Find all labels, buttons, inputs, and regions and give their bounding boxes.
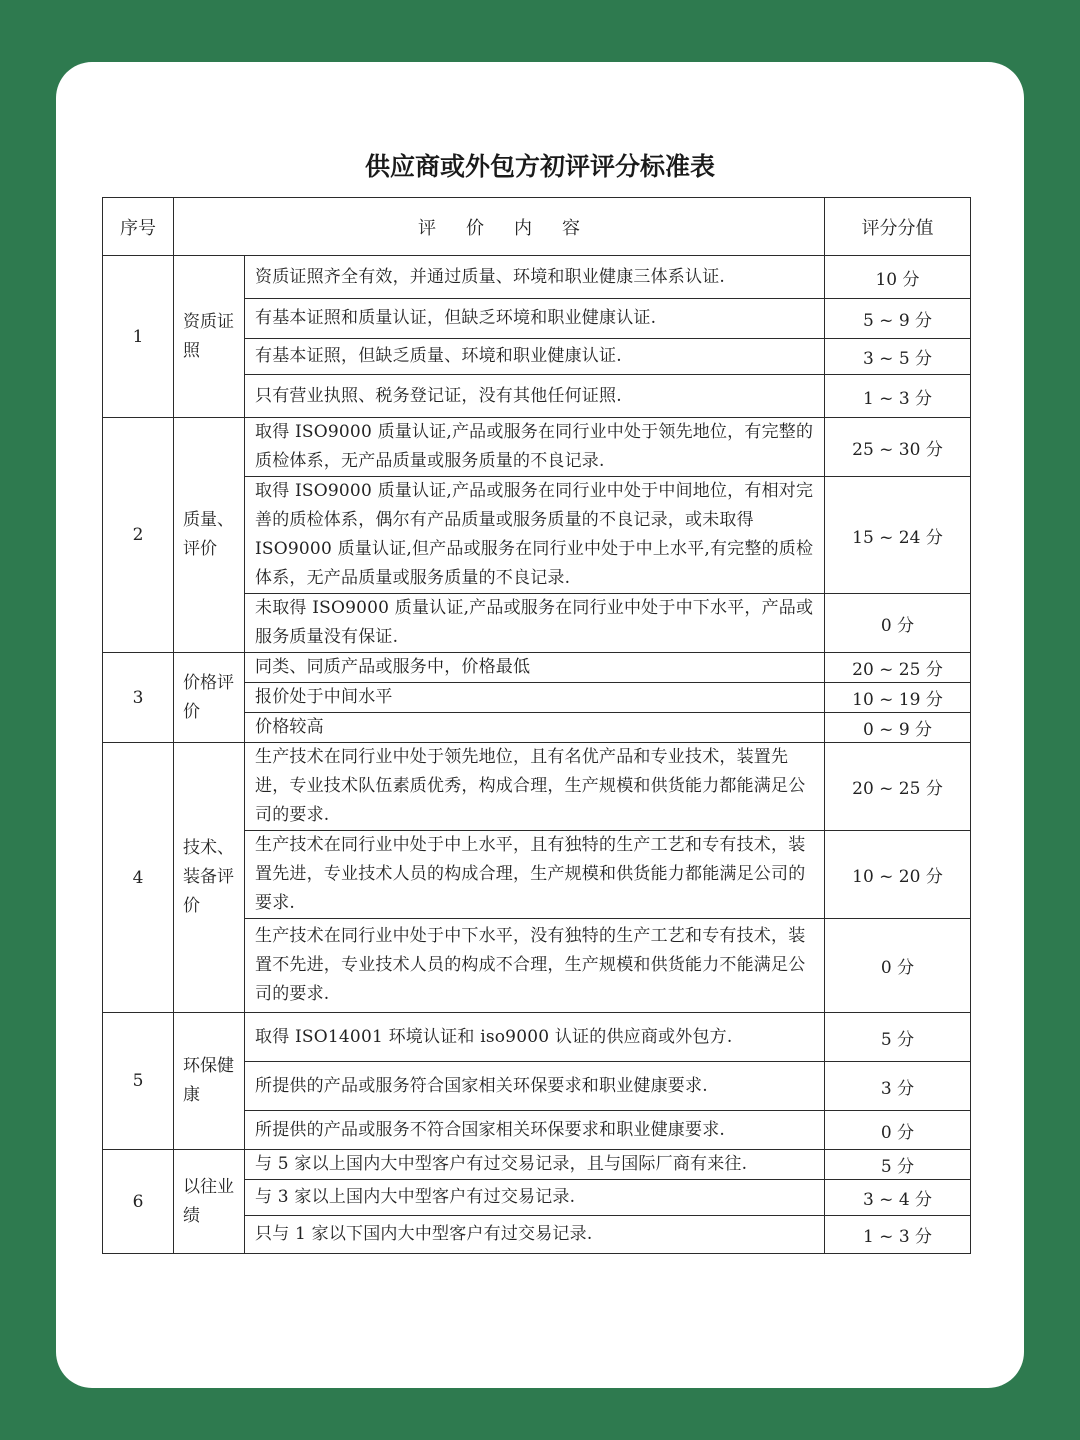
criteria-desc: 与 5 家以上国内大中型客户有过交易记录，且与国际厂商有来往.: [245, 1150, 825, 1180]
criteria-desc: 所提供的产品或服务不符合国家相关环保要求和职业健康要求.: [245, 1111, 825, 1150]
criteria-desc: 有基本证照和质量认证，但缺乏环境和职业健康认证.: [245, 299, 825, 339]
table-header-row: [103, 198, 971, 256]
group-seq: 3: [103, 653, 174, 743]
table-row: [103, 1150, 971, 1180]
criteria-score: 5 ~ 9 分: [825, 299, 971, 339]
criteria-desc: 生产技术在同行业中处于中下水平，没有独特的生产工艺和专有技术，装置不先进，专业技术人员的构成不合理，生产规模和供货能力不能满足公司的要求.: [245, 919, 825, 1013]
group-category: 以往业绩: [174, 1150, 245, 1254]
criteria-score: 10 分: [825, 256, 971, 299]
table-row: [103, 653, 971, 683]
header-content: 评价内容: [174, 198, 825, 256]
criteria-score: 25 ~ 30 分: [825, 418, 971, 477]
criteria-desc: 生产技术在同行业中处于中上水平，且有独特的生产工艺和专有技术，装置先进，专业技术人员的构成合理，生产规模和供货能力都能满足公司的要求.: [245, 831, 825, 919]
criteria-desc: 取得 ISO9000 质量认证,产品或服务在同行业中处于中间地位，有相对完善的质检体系，偶尔有产品质量或服务质量的不良记录，或未取得 ISO9000 质量认证,但产品或服务在同行业中处于中上水平,有完整的质检体系，无产品质量或服务质量的不良记录.: [245, 477, 825, 594]
page-title: 供应商或外包方初评评分标准表: [364, 152, 715, 181]
criteria-score: 0 分: [825, 919, 971, 1013]
header-score: 评分分值: [825, 198, 971, 256]
group-category: 质量、评价: [174, 418, 245, 653]
table-row: [103, 743, 971, 831]
criteria-score: 3 ~ 5 分: [825, 339, 971, 375]
group-seq: 1: [103, 256, 174, 418]
criteria-desc: 价格较高: [245, 713, 825, 743]
table-row: [103, 1013, 971, 1062]
group-category: 价格评价: [174, 653, 245, 743]
criteria-desc: 同类、同质产品或服务中，价格最低: [245, 653, 825, 683]
group-category: 资质证照: [174, 256, 245, 418]
criteria-score: 3 ~ 4 分: [825, 1180, 971, 1216]
criteria-score: 5 分: [825, 1150, 971, 1180]
group-seq: 5: [103, 1013, 174, 1150]
criteria-score: 0 分: [825, 594, 971, 653]
criteria-desc: 未取得 ISO9000 质量认证,产品或服务在同行业中处于中下水平，产品或服务质量没有保证.: [245, 594, 825, 653]
table-row: [103, 418, 971, 477]
criteria-score: 20 ~ 25 分: [825, 653, 971, 683]
criteria-score: 0 分: [825, 1111, 971, 1150]
criteria-score: 1 ~ 3 分: [825, 1216, 971, 1254]
table-row: [103, 256, 971, 299]
criteria-desc: 有基本证照，但缺乏质量、环境和职业健康认证.: [245, 339, 825, 375]
criteria-desc: 所提供的产品或服务符合国家相关环保要求和职业健康要求.: [245, 1062, 825, 1111]
group-seq: 6: [103, 1150, 174, 1254]
criteria-score: 1 ~ 3 分: [825, 375, 971, 418]
criteria-desc: 取得 ISO14001 环境认证和 iso9000 认证的供应商或外包方.: [245, 1013, 825, 1062]
criteria-score: 10 ~ 19 分: [825, 683, 971, 713]
group-seq: 2: [103, 418, 174, 653]
criteria-score: 10 ~ 20 分: [825, 831, 971, 919]
criteria-desc: 资质证照齐全有效，并通过质量、环境和职业健康三体系认证.: [245, 256, 825, 299]
group-category: 环保健康: [174, 1013, 245, 1150]
criteria-score: 20 ~ 25 分: [825, 743, 971, 831]
criteria-desc: 与 3 家以上国内大中型客户有过交易记录.: [245, 1180, 825, 1216]
criteria-score: 15 ~ 24 分: [825, 477, 971, 594]
criteria-desc: 只有营业执照、税务登记证，没有其他任何证照.: [245, 375, 825, 418]
group-seq: 4: [103, 743, 174, 1013]
criteria-score: 0 ~ 9 分: [825, 713, 971, 743]
group-category: 技术、装备评价: [174, 743, 245, 1013]
criteria-score: 5 分: [825, 1013, 971, 1062]
criteria-score: 3 分: [825, 1062, 971, 1111]
criteria-desc: 生产技术在同行业中处于领先地位，且有名优产品和专业技术，装置先进，专业技术队伍素质优秀，构成合理，生产规模和供货能力都能满足公司的要求.: [245, 743, 825, 831]
header-seq: 序号: [103, 198, 174, 256]
criteria-desc: 报价处于中间水平: [245, 683, 825, 713]
criteria-desc: 取得 ISO9000 质量认证,产品或服务在同行业中处于领先地位，有完整的质检体系，无产品质量或服务质量的不良记录.: [245, 418, 825, 477]
scoring-table: [102, 197, 971, 1254]
criteria-desc: 只与 1 家以下国内大中型客户有过交易记录.: [245, 1216, 825, 1254]
